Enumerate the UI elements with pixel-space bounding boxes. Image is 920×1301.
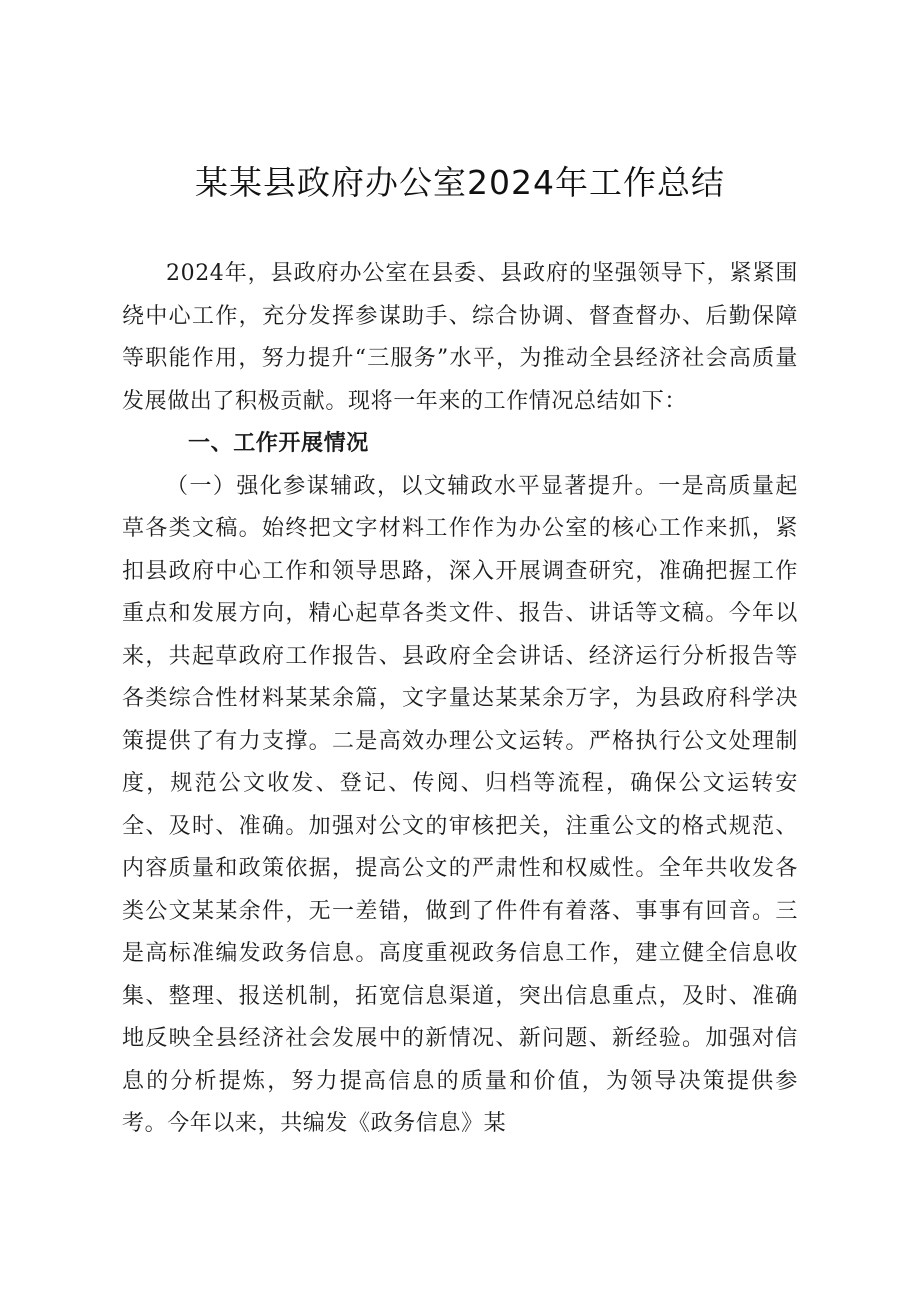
section-paragraph: （一）强化参谋辅政，以文辅政水平显著提升。一是高质量起草各类文稿。始终把文字材料工作作为办公室的核心工作来抓，紧扣县政府中心工作和领导思路，深入开展调查研究，准确把握工作重点和发展方向，精心起草各类文件、报告、讲话等文稿。今年以来，共起草政府工作报告、县政府全会讲话、经济运行分析报告等各类综合性材料某某余篇，文字量达某某余万字，为县政府科学决策提供了有力支撑。二是高效办理公文运转。严格执行公文处理制度，规范公文收发、登记、传阅、归档等流程，确保公文运转安全、及时、准确。加强对公文的审核把关，注重公文的格式规范、内容质量和政策依据，提高公文的严肃性和权威性。全年共收发各类公文某某余件，无一差错，做到了件件有着落、事事有回音。三是高标准编发政务信息。高度重视政务信息工作，建立健全信息收集、整理、报送机制，拓宽信息渠道，突出信息重点，及时、准确地反映全县经济社会发展中的新情况、新问题、新经验。加强对信息的分析提炼，努力提高信息的质量和价值，为领导决策提供参考。今年以来，共编发《政务信息》某 [122,473,798,1136]
intro-paragraph: 2024年，县政府办公室在县委、县政府的坚强领导下，紧紧围绕中心工作，充分发挥参谋助手、综合协调、督查督办、后勤保障等职能作用，努力提升“三服务”水平，为推动全县经济社会高质量发展做出了积极贡献。现将一年来的工作情况总结如下： [122,261,798,414]
document-title: 某某县政府办公室2024年工作总结 [195,163,725,202]
section-heading: 一、工作开展情况 [188,431,369,456]
document-body [122,253,798,1146]
